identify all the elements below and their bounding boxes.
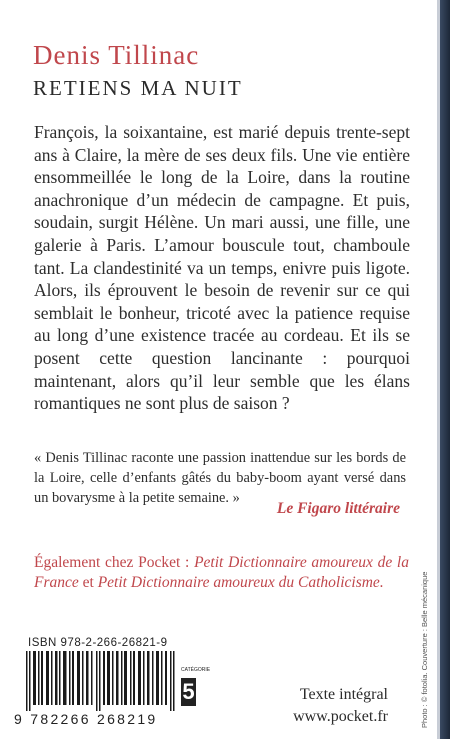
barcode-icon [26,651,176,711]
barcode-digits: 9 782266 268219 [14,711,158,727]
author-name: Denis Tillinac [33,40,200,70]
also-book-2: Petit Dictionnaire amoureux du Catholicisme. [97,574,384,591]
also-available-note [34,553,409,593]
also-book-1: Petit Dictionnaire amoureux de la France [34,554,409,591]
synopsis-text: François, la soixantaine, est marié depuis trente-sept ans à Claire, la mère de ses deux fils. Une vie entière ensommeillée le long de la Loire, dans la routine anachronique d’un médecin de campagne. Et puis, soudain, surgit Hélène. Un mari aussi, une fille, une galerie à Paris. L’amour bouscule tout, chamboule tant. La clandestinité va un temps, enivre puis ligote. Alors, ils éprouvent le besoin de revenir sur ce qui semblait le bonheur, tricoté avec la patience requise au long d’une existence tracée au cordeau. Et ils se posent cette question lancinante : pourquoi maintenant, alors qu’il leur semble que les élans romantiques ne sont plus de saison ? [34,122,410,414]
cover-spine-edge [440,0,450,739]
edition-label: Texte intégral [299,686,388,703]
category-badge: 5 [182,679,195,704]
review-quote: « Denis Tillinac raconte une passion inattendue sur les bords de la Loire, celle d’enfants gâtés du baby-boom ayant versé dans un bovarysme à la petite semaine. » [34,450,406,506]
review-source: Le Figaro littéraire [276,500,400,517]
isbn-label: ISBN 978-2-266-26821-9 [28,637,168,649]
book-title: RETIENS MA NUIT [33,76,243,100]
also-intro: Également chez Pocket : [34,554,195,571]
category-label: CATÉGORIE [181,667,211,673]
also-connector: et [78,574,98,591]
publisher-url: www.pocket.fr [293,708,388,725]
photo-credit: Photo : © fotolia. Couverture : Belle mécanique [420,571,429,728]
